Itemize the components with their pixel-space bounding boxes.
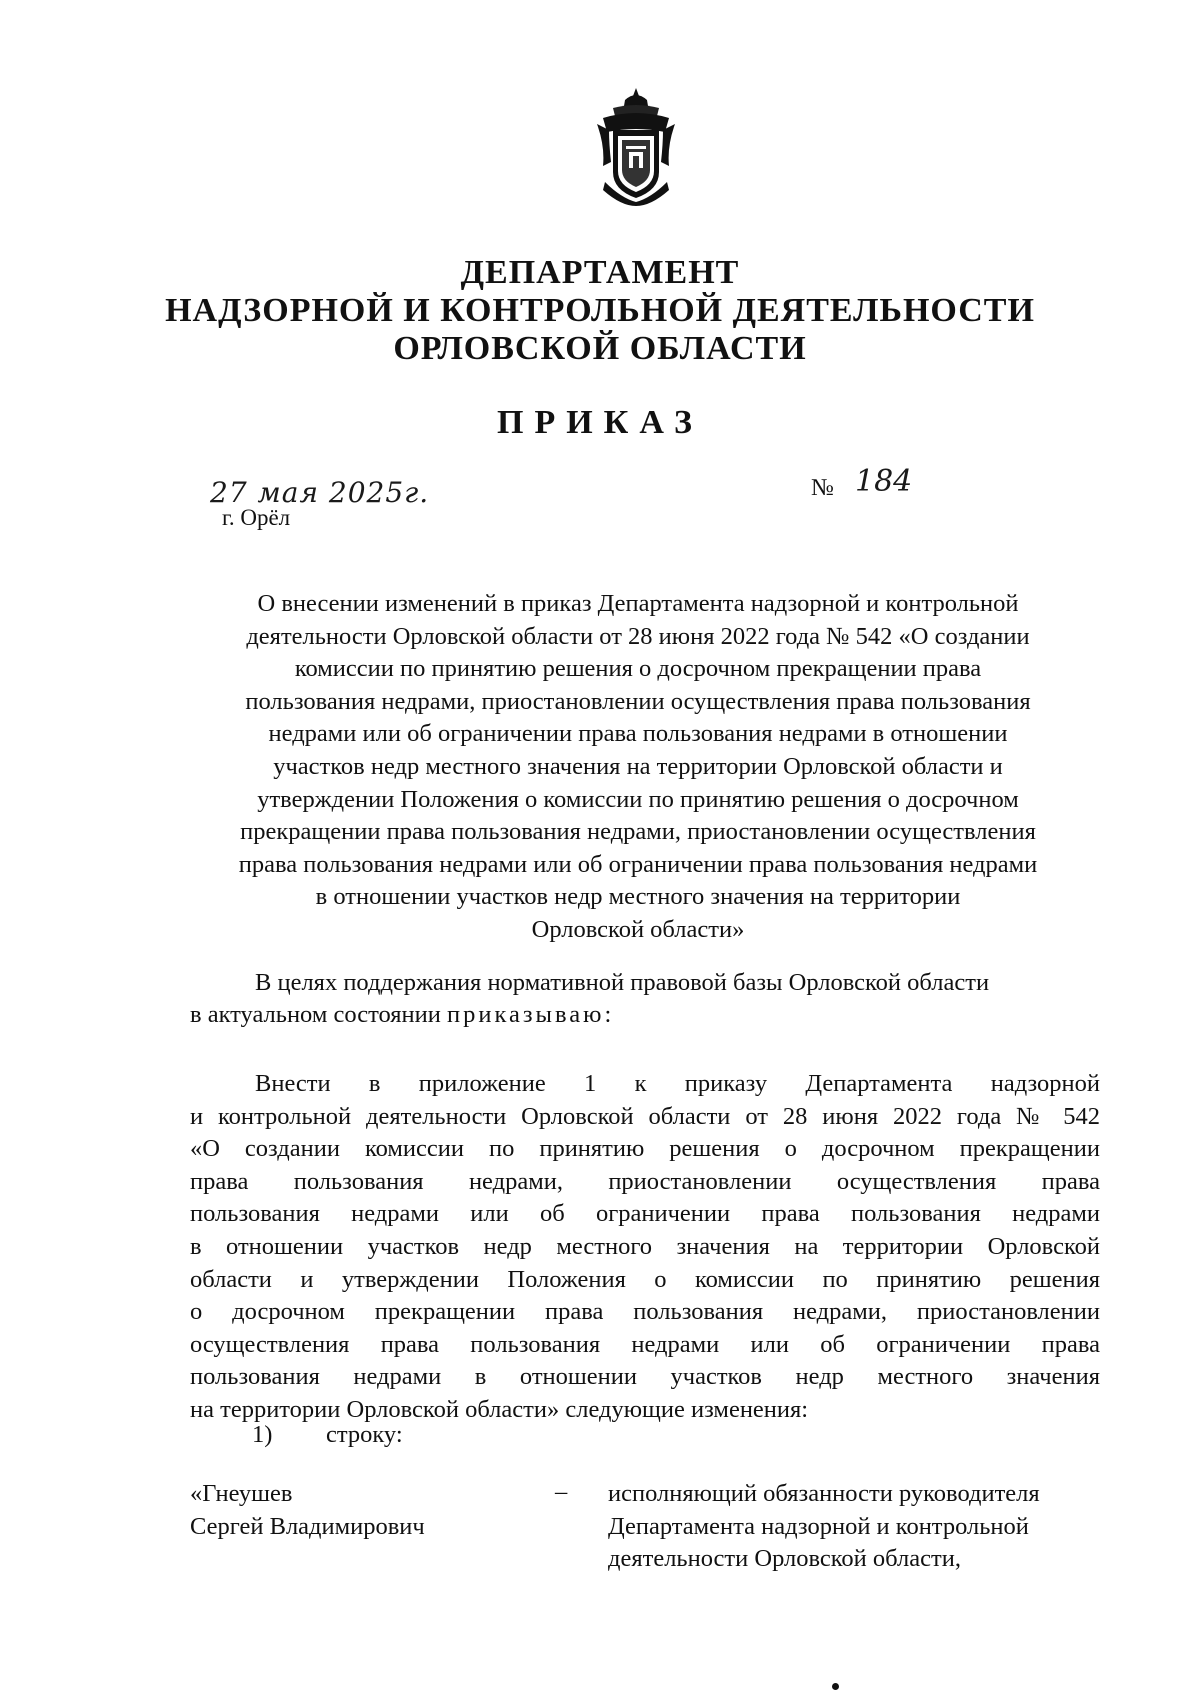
person-surname: «Гнеушев bbox=[190, 1480, 293, 1507]
main-paragraph bbox=[190, 1068, 1100, 1427]
title-line: прекращении права пользования недрами, приостановлении осуществления bbox=[240, 818, 1036, 846]
body-line: о досрочном прекращении права пользования недрами, приостановлении bbox=[190, 1298, 1100, 1326]
body-line-last: на территории Орловской области» следующие изменения: bbox=[190, 1395, 809, 1423]
body-line: осуществления права пользования недрами или об ограничении права bbox=[190, 1330, 1100, 1358]
list-item-text: строку: bbox=[326, 1421, 403, 1448]
role-line: исполняющий обязанности руководителя bbox=[608, 1480, 1040, 1507]
intro-line: В целях поддержания нормативной правовой базы Орловской области bbox=[255, 969, 990, 996]
department-line: НАДЗОРНОЙ И КОНТРОЛЬНОЙ ДЕЯТЕЛЬНОСТИ bbox=[165, 292, 1035, 329]
list-item bbox=[252, 1421, 403, 1449]
intro-line bbox=[190, 999, 1100, 1031]
title-line: утверждении Положения о комиссии по принятию решения о досрочном bbox=[257, 785, 1019, 813]
intro-paragraph bbox=[190, 967, 1100, 1031]
order-title bbox=[190, 588, 1086, 947]
body-line: пользования недрами или об ограничении права пользования недрами bbox=[190, 1200, 1100, 1228]
title-line: О внесении изменений в приказ Департамента надзорной и контрольной bbox=[257, 590, 1019, 617]
department-line: ОРЛОВСКОЙ ОБЛАСТИ bbox=[393, 330, 807, 367]
order-verb: приказываю bbox=[446, 1001, 605, 1028]
body-line: области и утверждении Положения о комиссии по принятию решения bbox=[190, 1265, 1100, 1293]
role-line: Департамента надзорной и контрольной bbox=[608, 1512, 1029, 1540]
title-line: комиссии по принятию решения о досрочном прекращении права bbox=[294, 655, 982, 683]
person-name bbox=[190, 1478, 425, 1543]
title-line: деятельности Орловской области от 28 июня 2022 года № 542 «О создании bbox=[246, 622, 1030, 650]
city-label: г. Орёл bbox=[222, 505, 291, 530]
body-line: «О создании комиссии по принятию решения о досрочном прекращении bbox=[190, 1135, 1100, 1163]
body-line: права пользования недрами, приостановлении осуществления права bbox=[190, 1167, 1100, 1195]
title-line: права пользования недрами или об ограничении права пользования недрами bbox=[238, 850, 1038, 878]
person-role bbox=[608, 1478, 1040, 1576]
body-line: в отношении участков недр местного значения на территории Орловской bbox=[190, 1232, 1100, 1260]
person-given-names: Сергей Владимирович bbox=[190, 1512, 425, 1540]
body-line: и контрольной деятельности Орловской области от 28 июня 2022 года № 542 bbox=[190, 1102, 1100, 1130]
title-line: Орловской области» bbox=[531, 915, 745, 943]
title-line: недрами или об ограничении права пользования недрами в отношении bbox=[268, 720, 1008, 748]
role-line: деятельности Орловской области, bbox=[608, 1545, 961, 1573]
intro-colon: : bbox=[604, 1001, 612, 1028]
coat-of-arms-icon bbox=[595, 86, 677, 206]
handwritten-date: 27 мая 2025г. bbox=[210, 476, 430, 509]
document-type-title: ПРИКАЗ bbox=[497, 404, 703, 441]
department-header bbox=[0, 254, 1200, 368]
title-line: в отношении участков недр местного значения на территории bbox=[315, 883, 961, 911]
department-line: ДЕПАРТАМЕНТ bbox=[460, 254, 740, 291]
body-line: Внести в приложение 1 к приказу Департамента надзорной bbox=[255, 1070, 1100, 1097]
title-line: пользования недрами, приостановлении осуществления права пользования bbox=[245, 687, 1031, 715]
title-line: участков недр местного значения на территории Орловской области и bbox=[273, 752, 1003, 780]
scan-dot-mark bbox=[832, 1683, 839, 1690]
list-item-number: 1) bbox=[252, 1421, 273, 1448]
dash-separator: – bbox=[555, 1478, 568, 1505]
body-line: пользования недрами в отношении участков недр местного значения bbox=[190, 1363, 1100, 1391]
handwritten-number: 184 bbox=[855, 464, 913, 499]
number-label: № bbox=[811, 475, 834, 501]
intro-text: в актуальном состоянии bbox=[190, 1001, 447, 1028]
